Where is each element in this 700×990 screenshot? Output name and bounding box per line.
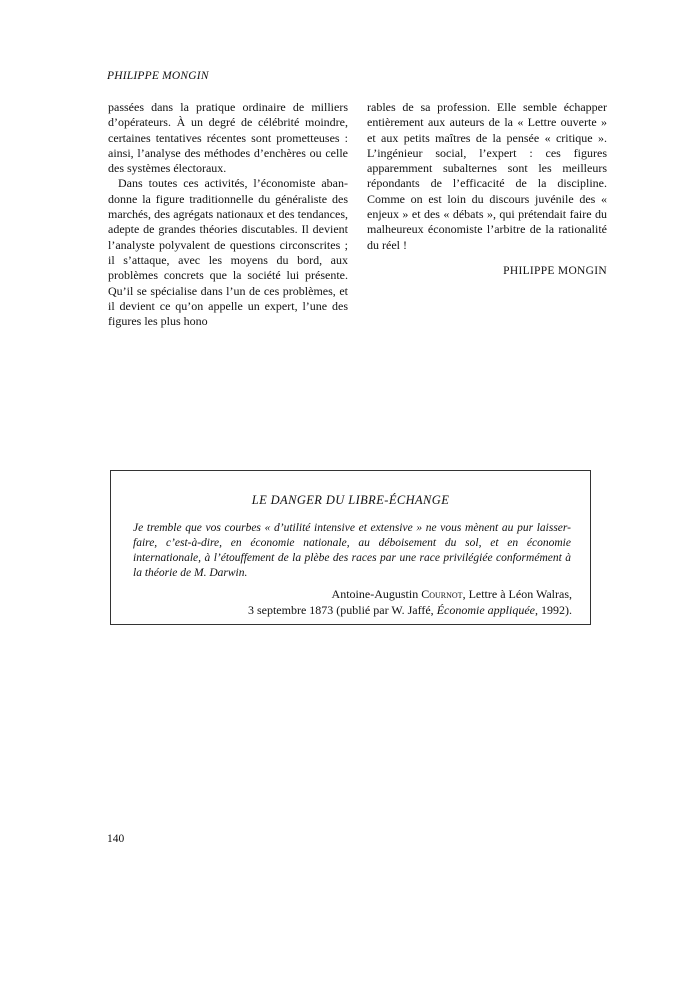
author-last-name: Cournot: [421, 587, 463, 601]
paragraph: Dans toutes ces activités, l’économiste abandonne la figure traditionnelle du généraliste des marchés, des agrégats nationaux et des tendances, adepte de grandes théories discutables. Il devient l’analyste polyvalent de questions circonscrites ; il s’attaque, avec les moyens du bord, aux problèmes concrets que la société lui présente. Qu’il se spécialise dans l’un de ces problèmes, et il devient ce qu’on appelle un expert, l’une des figures les plus hono: [108, 176, 348, 329]
page-number: 140: [107, 833, 125, 845]
paragraph: rables de sa profession. Elle semble échapper entièrement aux auteurs de la « Lettre ouverte » et aux petits maîtres de la pensée « critique ». L’ingénieur social, l’expert : ces figures apparemment subalternes sont les meilleurs répondants de l’efficacité de la discipline. Comme on est loin du discours juvénile des « enjeux » et des « débats », qui prétendait faire du malheureux économiste l’arbitre de la rationalité du réel !: [367, 100, 607, 252]
running-head: PHILIPPE MONGIN: [107, 70, 209, 82]
article-column-right: [367, 100, 607, 279]
author-first-name: Antoine-Augustin: [331, 587, 419, 601]
boxed-quote-text: Je tremble que vos courbes « d’utilité intensive et extensive » ne vous mènent au pur laisser-faire, c’est-à-dire, en économie nationale, au déboisement du sol, et en économie internationale, à l’étouffement de la plèbe des races par une race privilégiée conformément à la théorie de M. Darwin.: [133, 522, 571, 579]
letter-reference: , Lettre à Léon Walras,: [462, 587, 572, 601]
journal-title: Économie appliquée: [436, 602, 535, 617]
boxed-quote: [110, 470, 591, 625]
paragraph: passées dans la pratique ordinaire de milliers d’opérateurs. À un degré de célébrité moindre, certaines tentatives récentes sont prometteuses : ainsi, l’analyse des méthodes d’enchères ou celle des systèmes électoraux.: [108, 100, 348, 176]
publication-year: , 1992).: [535, 602, 572, 617]
author-signature: PHILIPPE MONGIN: [503, 264, 607, 277]
article-column-left: [108, 100, 348, 329]
publication-date: 3 septembre 1873 (publié par W. Jaffé,: [247, 602, 437, 617]
quote-attribution: [248, 587, 572, 618]
boxed-quote-title: LE DANGER DU LIBRE-ÉCHANGE: [251, 493, 450, 507]
